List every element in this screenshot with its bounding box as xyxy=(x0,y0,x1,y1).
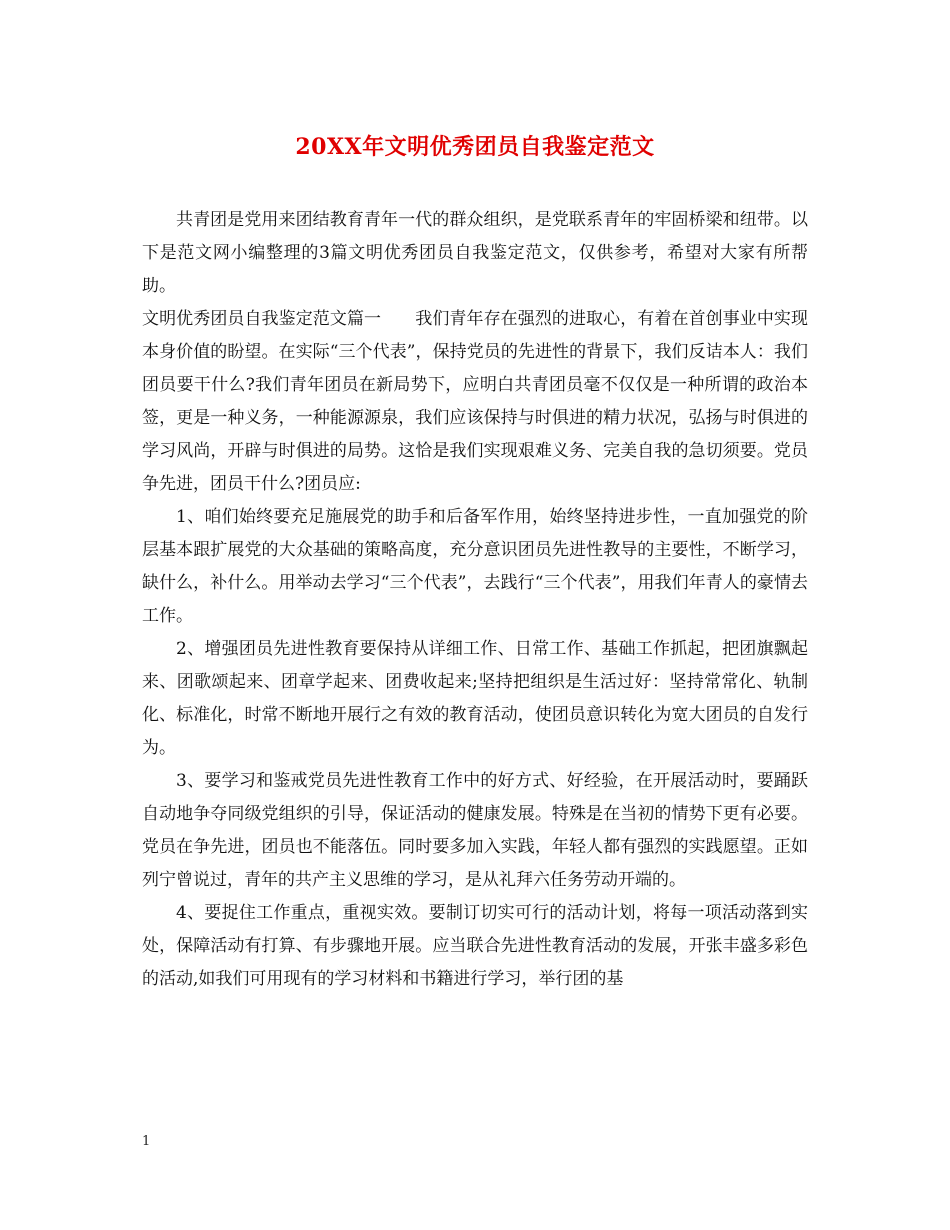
document-body xyxy=(142,204,808,996)
point-three-paragraph: 3、要学习和鉴戒党员先进性教育工作中的好方式、好经验，在开展活动时，要踊跃自动地争夺同级党组织的引导，保证活动的健康发展。特殊是在当初的情势下更有必要。党员在争先进，团员也不能落伍。同时要多加入实践，年轻人都有强烈的实践愿望。正如列宁曾说过，青年的共产主义思维的学习，是从礼拜六任务劳动开端的。 xyxy=(142,771,808,890)
section-one-paragraph: 文明优秀团员自我鉴定范文篇一 我们青年存在强烈的进取心，有着在首创事业中实现本身价值的盼望。在实际“三个代表”，保持党员的先进性的背景下，我们反诘本人：我们团员要干什么?我们青年团员在新局势下，应明白共青团员毫不仅仅是一种所谓的政治本签，更是一种义务，一种能源源泉，我们应该保持与时俱进的精力状况，弘扬与时俱进的学习风尚，开辟与时俱进的局势。这恰是我们实现艰难义务、完美自我的急切须要。党员争先进，团员干什么?团员应: xyxy=(142,309,808,494)
intro-paragraph: 共青团是党用来团结教育青年一代的群众组织，是党联系青年的牢固桥梁和纽带。以下是范文网小编整理的3篇文明优秀团员自我鉴定范文，仅供参考，希望对大家有所帮助。 xyxy=(142,210,808,296)
page-number: 1 xyxy=(142,1134,151,1149)
point-four-paragraph: 4、要捉住工作重点，重视实效。要制订切实可行的活动计划，将每一项活动落到实处，保障活动有打算、有步骤地开展。应当联合先进性教育活动的发展，开张丰盛多彩色的活动,如我们可用现有的学习材料和书籍进行学习，举行团的基 xyxy=(142,903,808,989)
document-title: 20XX年文明优秀团员自我鉴定范文 xyxy=(295,134,655,160)
point-two-paragraph: 2、增强团员先进性教育要保持从详细工作、日常工作、基础工作抓起，把团旗飘起来、团歌颂起来、团章学起来、团费收起来;坚持把组织是生活过好：坚持常常化、轨制化、标准化，时常不断地开展行之有效的教育活动，使团员意识转化为宽大团员的自发行为。 xyxy=(142,639,808,758)
point-one-paragraph: 1、咱们始终要充足施展党的助手和后备军作用，始终坚持进步性，一直加强党的阶层基本跟扩展党的大众基础的策略高度，充分意识团员先进性教导的主要性，不断学习，缺什么，补什么。用举动去学习“三个代表”，去践行“三个代表”，用我们年青人的豪情去工作。 xyxy=(142,507,808,626)
